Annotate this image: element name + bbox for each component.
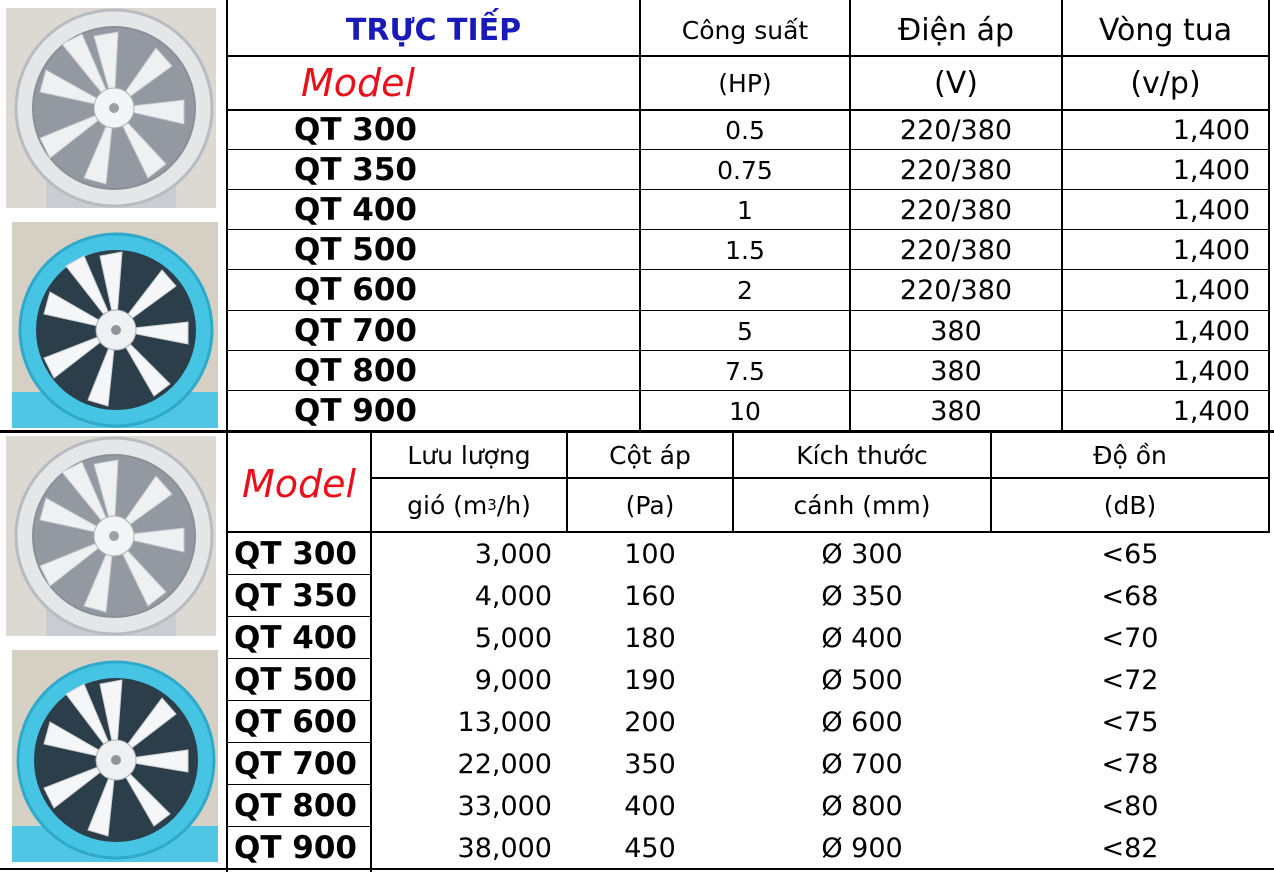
power-cell: 7.5 bbox=[725, 356, 765, 386]
model-cell: QT 600 bbox=[234, 704, 358, 740]
noise-cell: <82 bbox=[1101, 832, 1159, 864]
model-cell: QT 900 bbox=[294, 393, 418, 429]
table2-header-airflow-line2 bbox=[372, 479, 566, 531]
airflow-cell: 5,000 bbox=[474, 622, 552, 654]
voltage-cell: 220/380 bbox=[899, 274, 1013, 306]
table1-header-rpm-unit: (v/p) bbox=[1130, 65, 1201, 101]
model-cell: QT 400 bbox=[234, 620, 358, 656]
table2-model-label: Model bbox=[241, 461, 357, 506]
table1-title: TRỰC TIẾP bbox=[345, 12, 522, 48]
voltage-cell: 220/380 bbox=[899, 154, 1013, 186]
table2-header-pressure-line2: (Pa) bbox=[625, 490, 675, 520]
rpm-cell: 1,400 bbox=[1172, 114, 1250, 146]
noise-cell: <65 bbox=[1101, 538, 1159, 570]
model-cell: QT 800 bbox=[234, 788, 358, 824]
power-cell: 2 bbox=[737, 275, 753, 305]
pressure-cell: 100 bbox=[624, 538, 676, 570]
pressure-cell: 200 bbox=[624, 706, 676, 738]
model-cell: QT 700 bbox=[294, 313, 418, 349]
table2-header-size-line1: Kích thước bbox=[796, 441, 928, 470]
blue-axial-fan-photo-icon bbox=[12, 222, 218, 428]
size-cell: Ø 350 bbox=[821, 580, 903, 612]
model-cell: QT 700 bbox=[234, 746, 358, 782]
model-cell: QT 600 bbox=[294, 272, 418, 308]
airflow-cell: 4,000 bbox=[474, 580, 552, 612]
voltage-cell: 220/380 bbox=[899, 194, 1013, 226]
airflow-cell: 38,000 bbox=[457, 832, 552, 864]
model-cell: QT 350 bbox=[234, 578, 358, 614]
table1-header-voltage: Điện áp bbox=[897, 12, 1014, 48]
noise-cell: <78 bbox=[1101, 748, 1159, 780]
pressure-cell: 400 bbox=[624, 790, 676, 822]
voltage-cell: 220/380 bbox=[899, 114, 1013, 146]
table2-header-size-line2: cánh (mm) bbox=[793, 490, 931, 520]
airflow-cell: 9,000 bbox=[474, 664, 552, 696]
table1-header-power-unit: (HP) bbox=[718, 68, 772, 98]
power-cell: 0.75 bbox=[717, 155, 773, 185]
table2-header-noise-line1: Độ ồn bbox=[1093, 441, 1167, 470]
fan-photo-blue-top bbox=[12, 222, 218, 428]
noise-cell: <70 bbox=[1101, 622, 1159, 654]
voltage-cell: 380 bbox=[930, 315, 982, 347]
model-cell: QT 400 bbox=[294, 192, 418, 228]
pressure-cell: 350 bbox=[624, 748, 676, 780]
airflow-cell: 33,000 bbox=[457, 790, 552, 822]
pressure-cell: 450 bbox=[624, 832, 676, 864]
pressure-cell: 160 bbox=[624, 580, 676, 612]
fan-photo-gray-top bbox=[6, 8, 216, 208]
model-cell: QT 300 bbox=[294, 112, 418, 148]
model-cell: QT 300 bbox=[234, 536, 358, 572]
power-cell: 1 bbox=[737, 195, 753, 225]
rpm-cell: 1,400 bbox=[1172, 315, 1250, 347]
model-cell: QT 350 bbox=[294, 152, 418, 188]
power-cell: 0.5 bbox=[725, 115, 765, 145]
airflow-unit-text: gió (m bbox=[407, 490, 488, 520]
table2-header-pressure-line1: Cột áp bbox=[609, 441, 691, 470]
model-cell: QT 800 bbox=[294, 353, 418, 389]
rpm-cell: 1,400 bbox=[1172, 194, 1250, 226]
table1-header-power: Công suất bbox=[681, 15, 809, 45]
size-cell: Ø 500 bbox=[821, 664, 903, 696]
rpm-cell: 1,400 bbox=[1172, 395, 1250, 427]
airflow-unit-superscript: 3 bbox=[487, 496, 497, 514]
table1-header-rpm: Vòng tua bbox=[1098, 12, 1233, 48]
voltage-cell: 380 bbox=[930, 355, 982, 387]
rpm-cell: 1,400 bbox=[1172, 234, 1250, 266]
power-cell: 1.5 bbox=[725, 235, 765, 265]
voltage-cell: 380 bbox=[930, 395, 982, 427]
airflow-unit-text-end: /h) bbox=[496, 490, 531, 520]
model-cell: QT 900 bbox=[234, 830, 358, 866]
size-cell: Ø 800 bbox=[821, 790, 903, 822]
fan-photo-gray-bottom bbox=[6, 436, 216, 636]
power-cell: 10 bbox=[729, 396, 761, 426]
model-cell: QT 500 bbox=[294, 232, 418, 268]
table2-header-noise-line2: (dB) bbox=[1103, 490, 1157, 520]
table2-header-airflow-line1: Lưu lượng bbox=[407, 441, 531, 470]
size-cell: Ø 300 bbox=[821, 538, 903, 570]
airflow-cell: 3,000 bbox=[474, 538, 552, 570]
size-cell: Ø 900 bbox=[821, 832, 903, 864]
size-cell: Ø 400 bbox=[821, 622, 903, 654]
rpm-cell: 1,400 bbox=[1172, 274, 1250, 306]
rpm-cell: 1,400 bbox=[1172, 355, 1250, 387]
airflow-cell: 22,000 bbox=[457, 748, 552, 780]
noise-cell: <80 bbox=[1101, 790, 1159, 822]
size-cell: Ø 600 bbox=[821, 706, 903, 738]
pressure-cell: 190 bbox=[624, 664, 676, 696]
gray-axial-fan-photo-icon bbox=[6, 8, 216, 208]
fan-photo-blue-bottom bbox=[12, 650, 218, 862]
voltage-cell: 220/380 bbox=[899, 234, 1013, 266]
size-cell: Ø 700 bbox=[821, 748, 903, 780]
model-cell: QT 500 bbox=[234, 662, 358, 698]
pressure-cell: 180 bbox=[624, 622, 676, 654]
noise-cell: <68 bbox=[1101, 580, 1159, 612]
table1-model-label: Model bbox=[300, 61, 416, 105]
rpm-cell: 1,400 bbox=[1172, 154, 1250, 186]
noise-cell: <75 bbox=[1101, 706, 1159, 738]
table1-header-voltage-unit: (V) bbox=[934, 65, 978, 101]
gray-axial-fan-photo-icon bbox=[6, 436, 216, 636]
blue-axial-fan-photo-icon bbox=[12, 650, 218, 862]
power-cell: 5 bbox=[737, 316, 753, 346]
airflow-cell: 13,000 bbox=[457, 706, 552, 738]
noise-cell: <72 bbox=[1101, 664, 1159, 696]
